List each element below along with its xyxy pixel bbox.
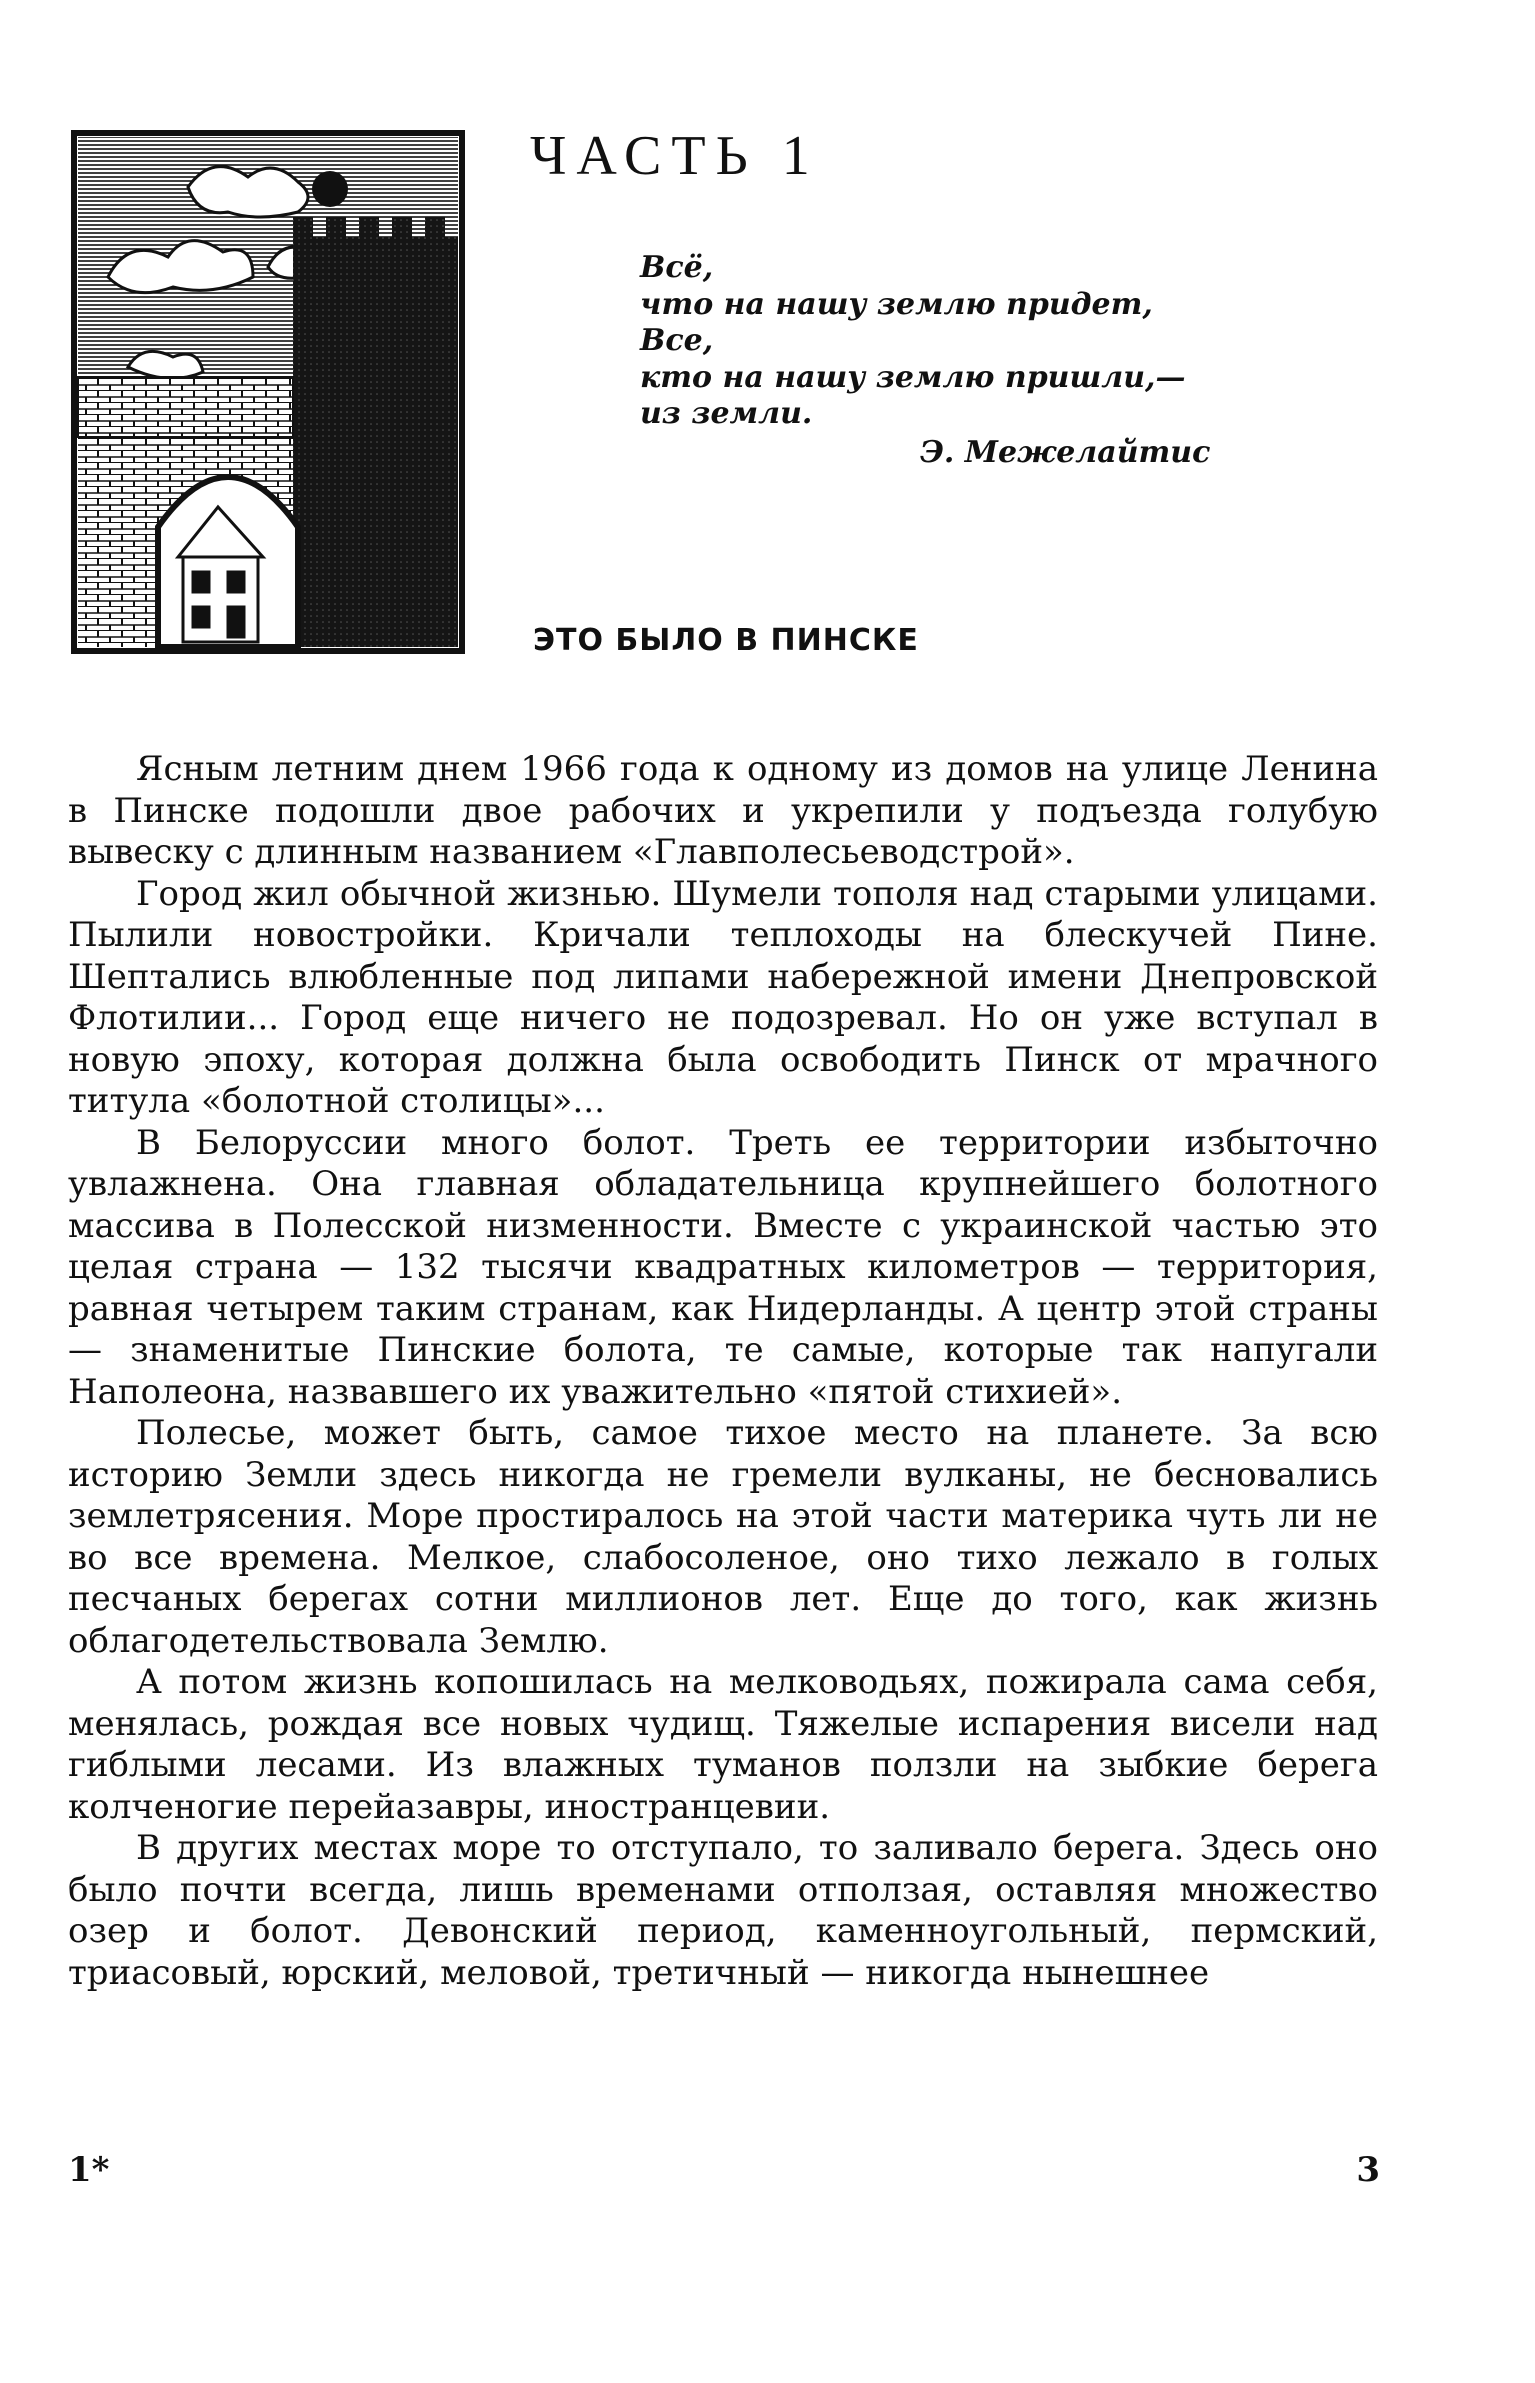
paragraph: В Белоруссии много болот. Треть ее территории избыточно увлажнена. Она главная обладательница крупнейшего болотного массива в Полесской низменности. Вместе с украинской частью это целая страна — 132 тысячи квадратных километров — территория, равная четырем таким странам, как Нидерланды. А центр этой страны — знаменитые Пинские болота, те самые, которые так напугали Наполеона, назвавшего их уважительно «пятой стихией». [68,1122,1378,1412]
paragraph: Ясным летним днем 1966 года к одному из домов на улице Ленина в Пинске подошли двое рабочих и укрепили у подъезда голубую вывеску с длинным названием «Главполесьеводстрой». [68,749,1378,872]
epigraph-line: Всё, [640,250,714,285]
paragraph: А потом жизнь копошилась на мелководьях, пожирала сама себя, менялась, рождая все новых чудищ. Тяжелые испарения висели над гиблыми лесами. Из влажных туманов ползли на зыбкие берега колченогие перейазавры, иностранцевии. [68,1662,1378,1827]
paragraph: В других местах море то отступало, то заливало берега. Здесь оно было почти всегда, лишь временами отползая, оставляя множество озер и болот. Девонский период, каменноугольный, пермский, триасовый, юрский, меловой, третичный — никогда нынешнее [68,1828,1378,1993]
page-number: 3 [1356,2150,1380,2190]
epigraph-line: что на нашу землю придет, [640,286,1153,322]
moon-icon [312,171,348,207]
epigraph-author: Э. Межелайтис [920,434,1211,470]
chapter-title: ЭТО БЫЛО В ПИНСКЕ [533,623,919,658]
epigraph-line: кто на нашу землю пришли,— [640,359,1186,395]
printer-signature: 1* [68,2150,110,2190]
body-text [68,749,1378,1994]
fortress-gate-illustration [68,127,468,655]
epigraph-line: Все, [640,323,714,358]
epigraph [640,250,1240,471]
paragraph: Город жил обычной жизнью. Шумели тополя над старыми улицами. Пылили новостройки. Кричали теплоходы на блескучей Пине. Шептались влюбленные под липами набережной имени Днепровской Флотилии... Город еще ничего не подозревал. Но он уже вступал в новую эпоху, которая должна была освободить Пинск от мрачного титула «болотной столицы»... [68,873,1378,1121]
part-title: ЧАСТЬ 1 [530,125,820,187]
paragraph: Полесье, может быть, самое тихое место на планете. За всю историю Земли здесь никогда не гремели вулканы, не бесновaлись землетрясения. Море простиралось на этой части материка чуть ли не во все времена. Мелкое, слабосоленое, оно тихо лежало в голых песчаных берегах сотни миллионов лет. Еще до того, как жизнь облагодетельствовала Землю. [68,1413,1378,1661]
epigraph-line: из земли. [640,396,813,431]
